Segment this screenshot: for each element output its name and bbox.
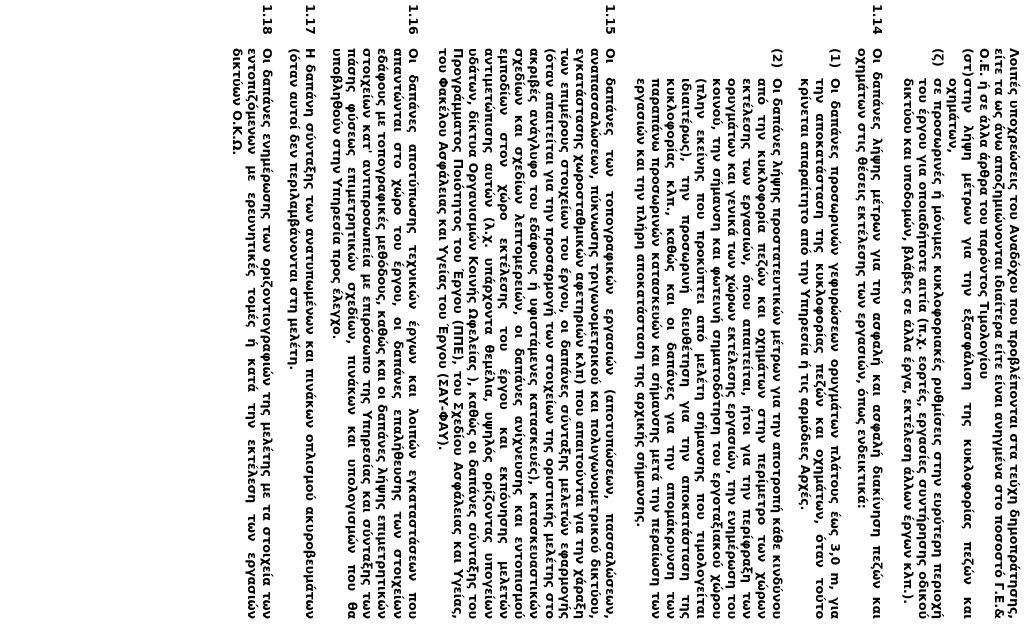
section-text: Οι δαπάνες αποτύπωσης τεχνικών έργων και λοιπών εγκαταστάσεων που απαντώνται στο χώρο του έργου, οι δαπάνες επαλήθευσης των στοιχείων εδάφους με τοπογραφικές μεθόδους, καθώς και οι δαπάνες λήψης επιμετρητικών στοιχείων κατ' αντιπροσωπεία με επιρόσωπο της Υπηρεσίας και σύνταξης των πάσης φύσεως επιμετρητικών σχεδίων, πινάκων και υπολογισμών που θα υποβληθούν στην Υπηρεσία προς έλεγχο. [329, 48, 421, 619]
item-text: σε προσωρινές ή μόνιμες κυκλοφοριακές ρυθμίσεις στην ευρύτερη περιοχή του έργου για οποιαδήποτε αιτία (π.χ. εορτές, εργασίες συντήρησης οδικού δικτύου και υποδομών, βλάβες σε άλλα έργα, εκτέλεση άλλων έργων κλπ.). [900, 78, 946, 619]
section-1-17 [287, 4, 317, 619]
section-number: 1.15 [603, 4, 619, 35]
item-label: (2) [770, 48, 786, 68]
item-text: Οι δαπάνες προσωρινών γεφυρώσεων ορυγμάτων πλάτους έως 3,0 m, για την αποκατάσταση της κυκλοφορίας πεζών και οχημάτων, όταν τούτο κρίνεται απαραίτητο από την Υπηρεσία ή τις αρμόδιες Αρχές. [797, 78, 843, 619]
paragraph-continuation [976, 4, 1022, 619]
list-item-z [900, 4, 946, 619]
item-label: (1) [827, 48, 843, 68]
item-text: στην λήψη μέτρων για την εξασφάλιση της κυκλοφορίας πεζών και οχημάτων, [946, 78, 977, 619]
paragraph-text: Λοιπές υποχρεώσεις του Αναδόχου που προβλέπονται στα τεύχη δημοπράτησης, είτε τα ως άνω αποζημιώνονται ιδιαίτερα είτε είναι ανηγμένα στο ποσοστό Γ.Ε.& Ο.Ε. ή σε άλλα άρθρα του παρόντος Τιμολογίου [976, 48, 1022, 619]
list-item-1 [797, 48, 843, 619]
section-number: 1.18 [260, 4, 276, 35]
section-1-14 [633, 4, 885, 619]
list-item-2 [633, 48, 785, 619]
section-text: Οι δαπάνες λήψης μέτρων για την ασφαλή και ασφαλή διακίνηση πεζών και οχημάτων στις θέσεις εκτέλεσης των εργασιών, όπως ενδεικτικά: [855, 48, 886, 619]
section-number: 1.16 [405, 4, 421, 35]
item-label: (στ) [961, 48, 977, 77]
section-1-15 [436, 4, 618, 619]
section-text: Η δαπάνη σύνταξης των ανατυπωμένων και πινάκων οπλισμού ακυροβευμάτων (όταν αυτοί δεν περιλαμβάνονται στη μελέτη. [287, 48, 318, 619]
section-1-18 [230, 4, 276, 619]
item-text: Οι δαπάνες λήψης προστατευτικών μέτρων για την αποτροπή κάθε κινδύνου από την κυκλοφορία πεζών και οχημάτων στην περίμετρο των χώρων εκτέλεσης των εργασιών, όπου απαιτείται, ήτοι για την περίφραξη των ορυγμάτων και γενικά των χώρων εκτέλεσης εργασιών, την ενημέρωση του κοινού, την σήμανση και φωτεινή σηματοδότηση του εργοταξιακού χώρου (πλην εκείνης που προκύπτει από μελέτη σήμανσης που τιμολογείται ιδιαιτέρως), την προσωρινή διευθέτηση για την αποκατάσταση της κυκλοφορίας κλπ., καθώς και οι δαπάνες για την απομάκρυνση των παραπάνω προσωρινών κατασκευών και σήμανσης μετά την περαίωση των εργασιών και την πλήρη αποκατάσταση της αρχικής σήμανσης. [633, 78, 786, 619]
section-1-16 [330, 4, 421, 619]
item-label: (ζ) [930, 48, 946, 67]
section-text: Οι δαπάνες των τοπογραφικών εργασιών (αποτυπώσεων, πασσαλώσεων, αναπασσαλώσεων, πύκνωσης τριγωνομετρικού και πολυγωνομετρικού δικτύου, εγκατάστασης χωροσταθμικών αφετηριών κλπ) που απαιτούνται για την χάραξη των επιμέρους στοιχείων του έργου, οι δαπάνες σύνταξης μελετών εφαρμογής (όταν απαιτείται για την προσαρμογή των στοιχείων της οριστικής μελέτης στο ακριβές ανάγλυφο του εδάφους ή υφιστάμενες κατασκευές), κατασκευαστικών σχεδίων και σχεδίων λεπτομερειών, οι δαπάνες ανίχνευσης και εντοπισμού εμποδίων στον χώρο εκτέλεσης του έργου και εκπόνησης μελετών αντιμετώπισης αυτών (λ.χ. υπάρχοντα θεμέλια, υψηλός ορίζοντας υπογείων υδάτων, δίκτυα Οργανισμών Κοινής Ωφελείας ), καθώς οι δαπάνες σύνταξης του Προγράμματος Ποιότητος του Έργου (ΠΠΕ), του Σχεδίου Ασφάλειας και Υγείας, του Φακέλου Ασφάλειας και Υγείας του Έργου (ΣΑΥ-ΦΑΥ). [436, 48, 619, 619]
list-item-st [946, 4, 976, 619]
section-number: 1.17 [302, 4, 318, 35]
section-number: 1.14 [870, 4, 886, 35]
section-text: Οι δαπάνες ενημέρωσης των οριζοντιογραφιών της μελέτης με τα στοιχεία των εντοπιζόμενων με ερευνητικές τομές ή κατά την εκτέλεση των εργασιών δικτύων Ο.Κ.Ω. [229, 48, 276, 619]
